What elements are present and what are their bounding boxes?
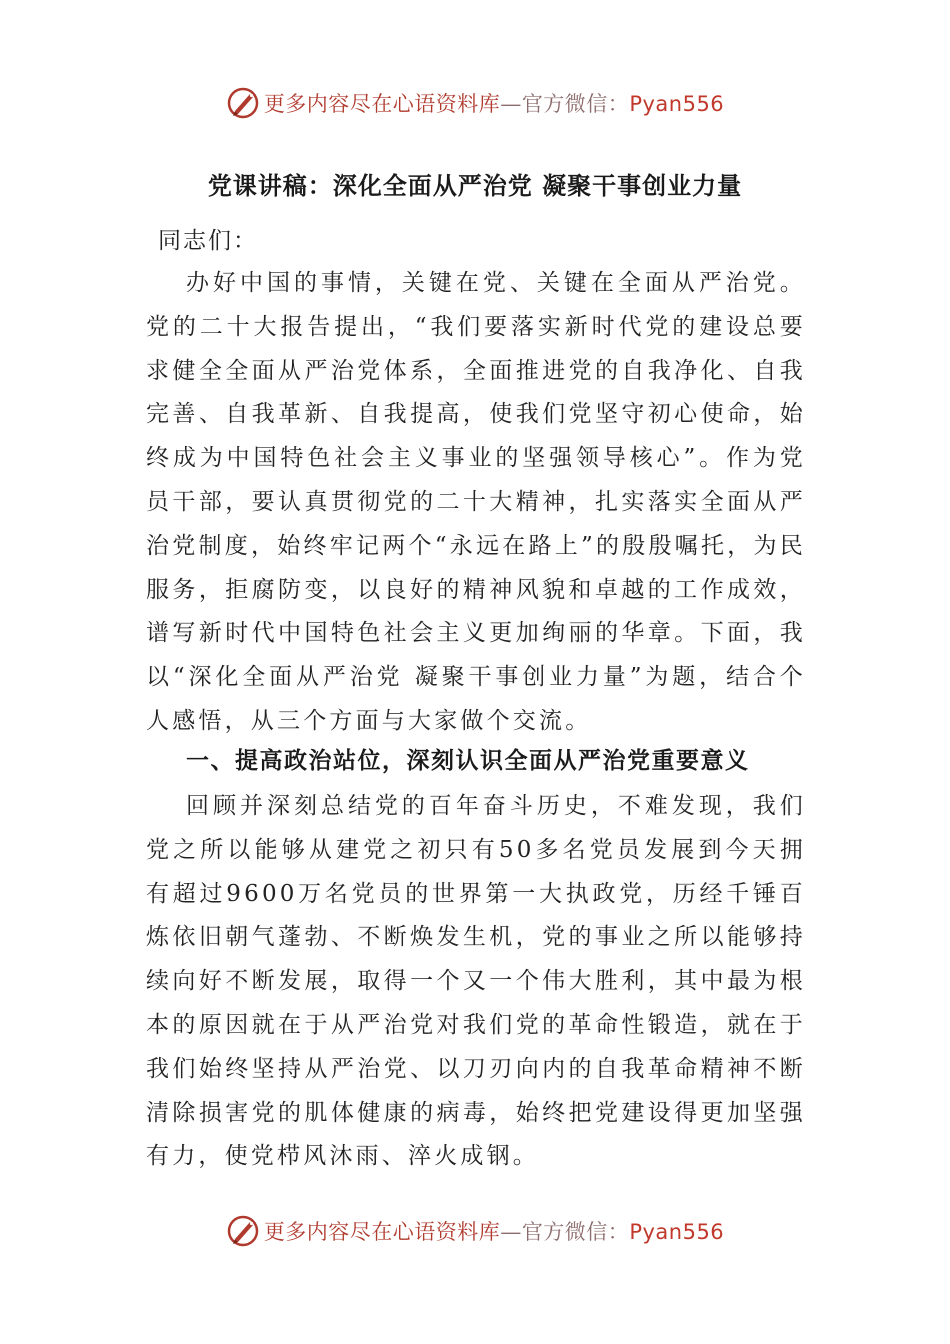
watermark-wechat-id: Pyan556: [629, 92, 725, 116]
watermark-separator: —: [500, 92, 522, 116]
watermark-text: [264, 1216, 724, 1246]
pen-logo-icon: [226, 1214, 260, 1248]
document-title: 党课讲稿：深化全面从严治党 凝聚干事创业力量: [207, 171, 743, 200]
footer-watermark-banner: [0, 1211, 950, 1251]
pen-logo-icon: [226, 86, 260, 120]
section-1-paragraph: 回顾并深刻总结党的百年奋斗历史，不难发现，我们党之所以能够从建党之初只有50多名党员发展到今天拥有超过9600万名党员的世界第一大执政党，历经千锤百炼依旧朝气蓬勃、不断焕发生机，党的事业之所以能够持续向好不断发展，取得一个又一个伟大胜利，其中最为根本的原因就在于从严治党对我们党的革命性锻造，就在于我们始终坚持从严治党、以刀刃向内的自我革命精神不断清除损害党的肌体健康的病毒，始终把党建设得更加坚强有力，使党栉风沐雨、淬火成钢。: [146, 793, 806, 1170]
section-1-heading: 一、提高政治站位，深刻认识全面从严治党重要意义: [186, 747, 750, 774]
watermark-wechat-label: 官方微信：: [521, 92, 630, 116]
watermark-brand: 更多内容尽在心语资料库: [263, 92, 501, 116]
intro-paragraph: 办好中国的事情，关键在党、关键在全面从严治党。党的二十大报告提出，“我们要落实新时代党的建设总要求健全全面从严治党体系，全面推进党的自我净化、自我完善、自我革新、自我提高，使我们党坚守初心使命，始终成为中国特色社会主义事业的坚强领导核心”。作为党员干部，要认真贯彻党的二十大精神，扎实落实全面从严治党制度，始终牢记两个“永远在路上”的殷殷嘱托，为民服务，拒腐防变，以良好的精神风貌和卓越的工作成效，谱写新时代中国特色社会主义更加绚丽的华章。下面，我以“深化全面从严治党 凝聚干事创业力量”为题，结合个人感悟，从三个方面与大家做个交流。: [146, 270, 806, 734]
watermark-brand: 更多内容尽在心语资料库: [263, 1220, 501, 1244]
watermark-wechat-id: Pyan556: [629, 1220, 725, 1244]
watermark-wechat-label: 官方微信：: [521, 1220, 630, 1244]
watermark-separator: —: [500, 1220, 522, 1244]
greeting: 同志们：: [158, 228, 258, 254]
watermark-text: [264, 88, 724, 118]
header-watermark-banner: [0, 83, 950, 123]
